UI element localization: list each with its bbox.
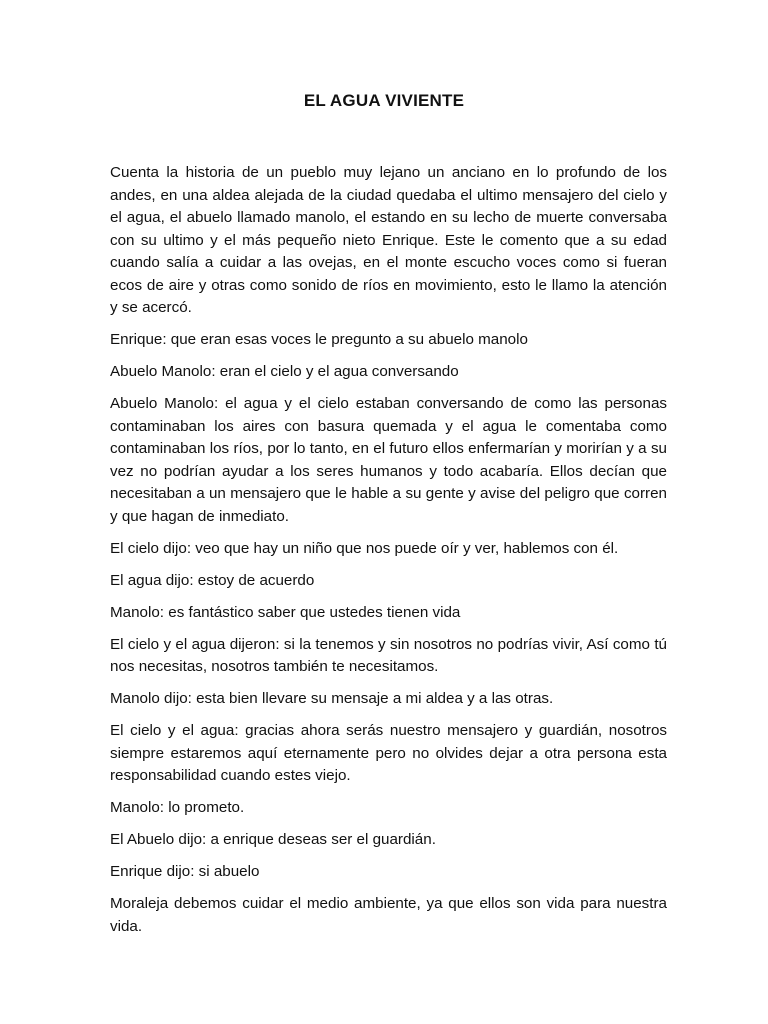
paragraph-dialogue: El cielo y el agua: gracias ahora serás nuestro mensajero y guardián, nosotros siempre estaremos aquí eternamente pero no olvides dejar a otra persona esta responsabilidad cuando estes viejo. <box>110 722 667 784</box>
paragraph-dialogue: Enrique: que eran esas voces le pregunto a su abuelo manolo <box>110 331 528 348</box>
paragraph-dialogue: Abuelo Manolo: el agua y el cielo estaban conversando de como las personas contaminaban los aires con basura quemada y el agua le comentaba como contaminaban los ríos, por lo tanto, en el futuro ellos enfermarían y morirían y a su vez no podrían ayudar a los seres humanos y todo acabaría. Ellos decían que necesitaban a un mensajero que le hable a su gente y avise del peligro que corren y que hagan de inmediato. <box>110 395 667 525</box>
paragraph-dialogue: Abuelo Manolo: eran el cielo y el agua conversando <box>110 363 459 380</box>
paragraph-dialogue: El cielo y el agua dijeron: si la tenemos y sin nosotros no podrías vivir, Así como tú nos necesitas, nosotros también te necesitamos. <box>110 635 667 675</box>
paragraph-dialogue: El agua dijo: estoy de acuerdo <box>110 571 315 589</box>
paragraph-dialogue: El Abuelo dijo: a enrique deseas ser el guardián. <box>110 831 436 848</box>
document-title: EL AGUA VIVIENTE <box>303 91 465 110</box>
paragraph-dialogue: Enrique dijo: si abuelo <box>110 863 260 880</box>
paragraph-moral: Moraleja debemos cuidar el medio ambiente, ya que ellos son vida para nuestra vida. <box>110 895 667 935</box>
paragraph-dialogue: Manolo dijo: esta bien llevare su mensaje a mi aldea y a las otras. <box>110 690 554 707</box>
paragraph-intro: Cuenta la historia de un pueblo muy lejano un anciano en lo profundo de los andes, en una aldea alejada de la ciudad quedaba el ultimo mensajero del cielo y el agua, el abuelo llamado manolo, el estando en su lecho de muerte conversaba con su ultimo y el más pequeño nieto Enrique. Este le comento que a su edad cuando salía a cuidar a las ovejas, en el monte escucho voces como si fueran ecos de aire y otras como sonido de ríos en movimiento, esto le llamo la atención y se acercó. <box>110 164 667 316</box>
paragraph-dialogue: Manolo: es fantástico saber que ustedes tienen vida <box>110 603 461 621</box>
paragraph-dialogue: Manolo: lo prometo. <box>110 799 245 816</box>
paragraph-dialogue: El cielo dijo: veo que hay un niño que nos puede oír y ver, hablemos con él. <box>110 539 619 557</box>
document-body <box>110 162 667 938</box>
